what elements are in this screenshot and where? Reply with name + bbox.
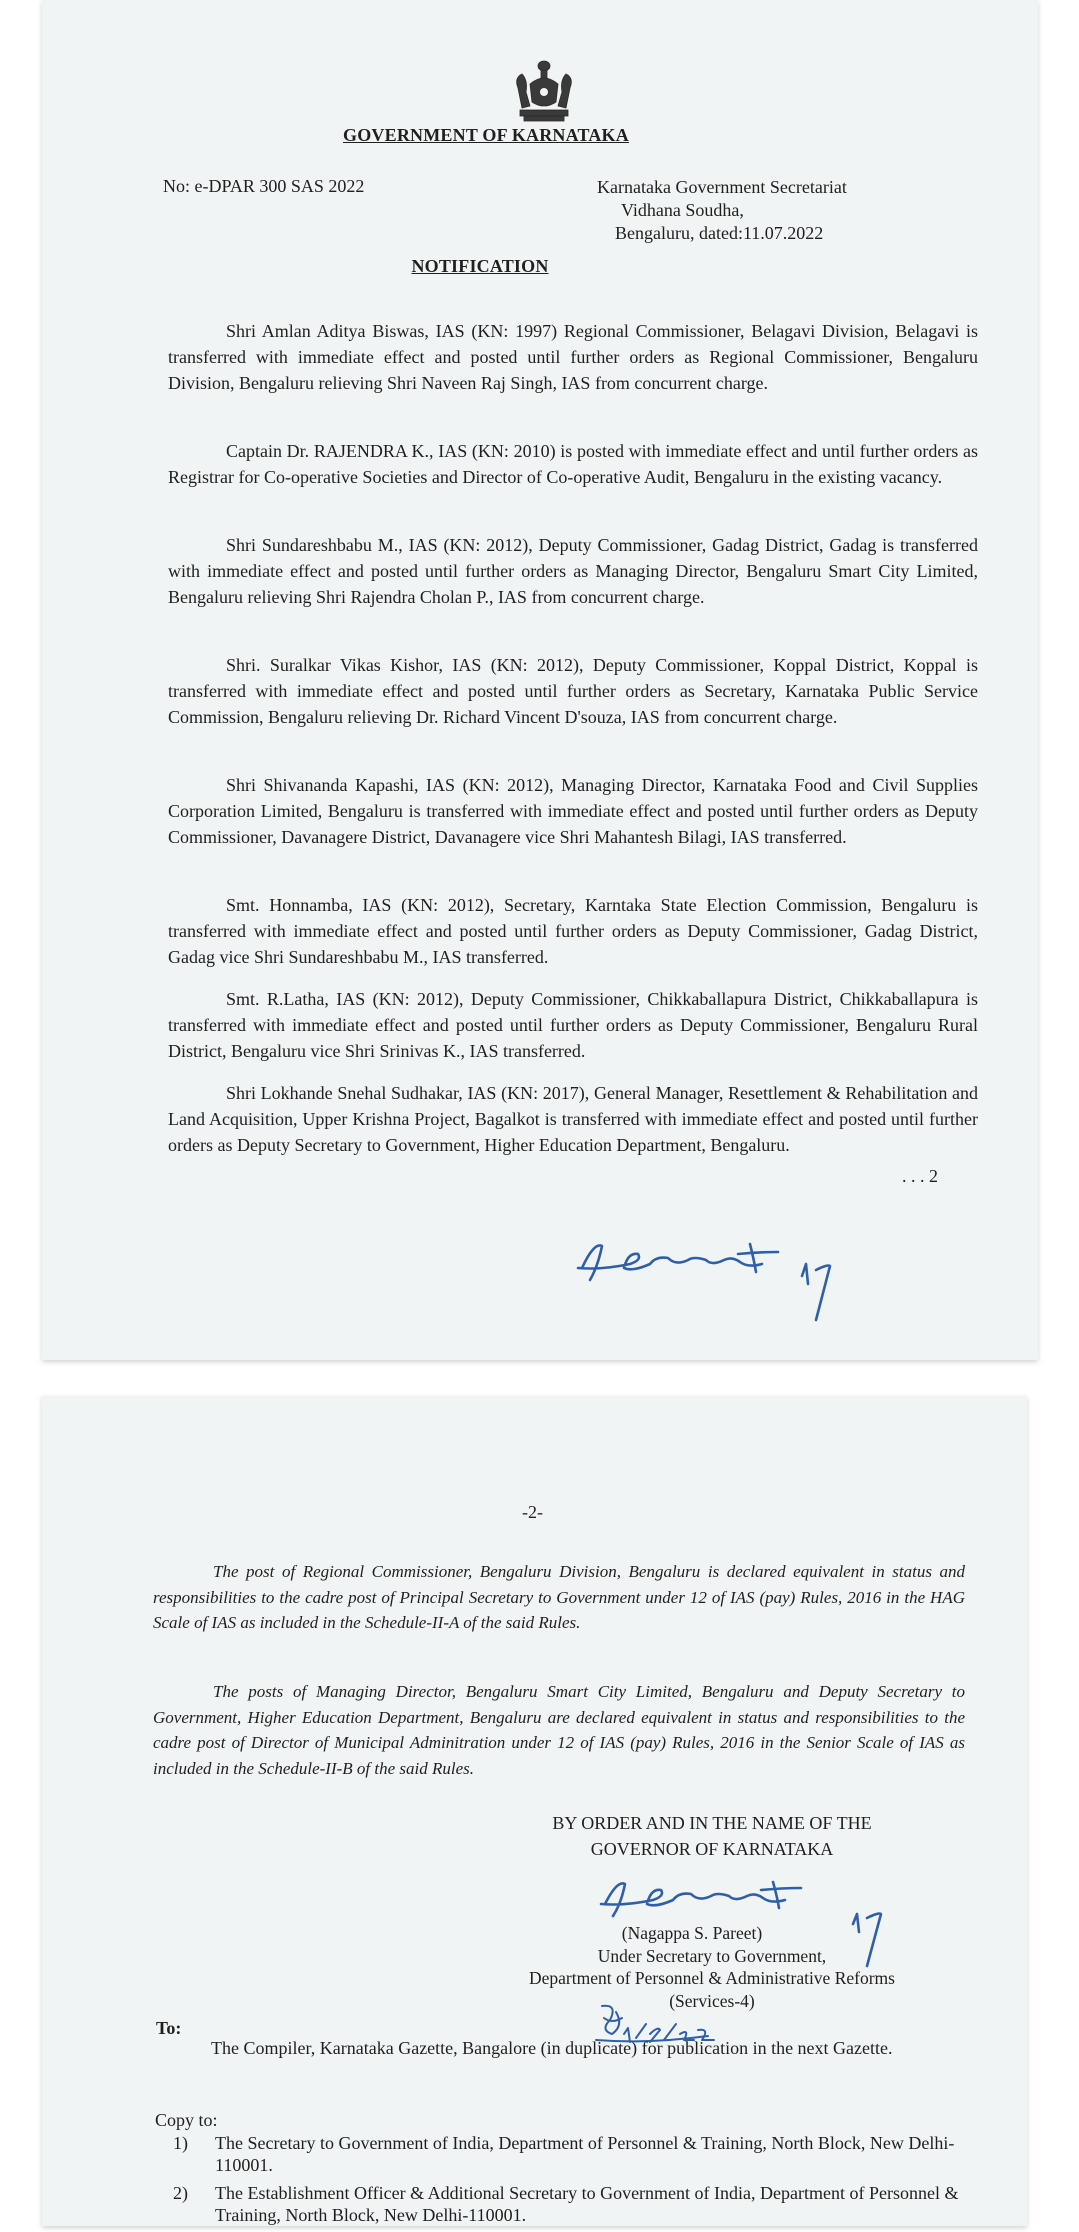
address-line: Karnataka Government Secretariat xyxy=(597,177,847,197)
continuation-marker: . . . 2 xyxy=(902,1166,938,1186)
copy-to-label: Copy to: xyxy=(155,2110,218,2130)
address-date: Bengaluru, dated:11.07.2022 xyxy=(615,223,824,243)
italic-paragraph: The posts of Managing Director, Bengaluru Smart City Limited, Bengaluru and Deputy Secretary to Government, Higher Education Department, Bengaluru are declared equivalent in status and responsibilities to the cadre post of Director of Municipal Adminitration under 12 of IAS (pay) Rules, 2016 in the Senior Scale of IAS as included in the Schedule-II-B of the said Rules. xyxy=(153,1682,965,1778)
address-line: Vidhana Soudha, xyxy=(621,200,744,220)
document-page-2 xyxy=(42,1396,1027,2226)
notification-paragraph: Captain Dr. RAJENDRA K., IAS (KN: 2010) is posted with immediate effect and until further orders as Registrar for Co-operative Societies and Director of Co-operative Audit, Bengaluru in the existing vacancy. xyxy=(168,441,978,487)
signatory-section: (Services-4) xyxy=(669,1990,755,2011)
notification-paragraph: Shri Lokhande Snehal Sudhakar, IAS (KN: 2017), General Manager, Resettlement & Rehabilitation and Land Acquisition, Upper Krishna Project, Bagalkot is transferred with immediate effect and posted until further orders as Deputy Secretary to Government, Higher Education Department, Bengaluru. xyxy=(168,1083,978,1155)
page-number: -2- xyxy=(522,1502,543,1522)
signatory-name: (Nagappa S. Pareet) xyxy=(621,1923,763,1943)
signatory-designation: Under Secretary to Government, xyxy=(597,1945,827,1966)
document-page-1 xyxy=(42,0,1038,1360)
copy-to-text: The Secretary to Government of India, Department of Personnel & Training, North Block, New Delhi-110001. xyxy=(215,2133,955,2175)
copy-to-text: The Establishment Officer & Additional Secretary to Government of India, Department of Personnel & Training, North Block, New Delhi-110001. xyxy=(215,2183,959,2225)
order-line: GOVERNOR OF KARNATAKA xyxy=(590,1839,834,1859)
to-recipient: The Compiler, Karnataka Gazette, Bangalore (in duplicate) for publication in the next Gazette. xyxy=(211,2038,893,2058)
copy-to-item xyxy=(155,2132,967,2176)
state-emblem-icon xyxy=(510,58,578,124)
notification-title: NOTIFICATION xyxy=(411,256,549,276)
office-address xyxy=(582,176,906,245)
to-label: To: xyxy=(156,2018,182,2038)
copy-to-number: 2) xyxy=(173,2183,188,2203)
order-authority xyxy=(542,1810,882,1862)
government-heading: GOVERNMENT OF KARNATAKA xyxy=(343,125,629,145)
notification-paragraph: Shri. Suralkar Vikas Kishor, IAS (KN: 2012), Deputy Commissioner, Koppal District, Koppal is transferred with immediate effect and posted until further orders as Secretary, Karnataka Public Service Commission, Bengaluru relieving Dr. Richard Vincent D'souza, IAS from concurrent charge. xyxy=(168,655,978,727)
notification-paragraph: Smt. R.Latha, IAS (KN: 2012), Deputy Commissioner, Chikkaballapura District, Chikkaballapura is transferred with immediate effect and posted until further orders as Deputy Commissioner, Bengaluru Rural District, Bengaluru vice Shri Srinivas K., IAS transferred. xyxy=(168,989,978,1061)
notification-paragraph: Smt. Honnamba, IAS (KN: 2012), Secretary, Karntaka State Election Commission, Bengaluru is transferred with immediate effect and posted until further orders as Deputy Commissioner, Gadag District, Gadag vice Shri Sundareshbabu M., IAS transferred. xyxy=(168,895,978,967)
notification-paragraph: Shri Shivananda Kapashi, IAS (KN: 2012), Managing Director, Karnataka Food and Civil Supplies Corporation Limited, Bengaluru is transferred with immediate effect and posted until further orders as Deputy Commissioner, Davanagere District, Davanagere vice Shri Mahantesh Bilagi, IAS transferred. xyxy=(168,775,978,847)
copy-to-list xyxy=(155,2132,967,2232)
order-line: BY ORDER AND IN THE NAME OF THE xyxy=(552,1813,872,1833)
order-number: No: e-DPAR 300 SAS 2022 xyxy=(163,176,365,196)
signatory-department: Department of Personnel & Administrative Reforms xyxy=(529,1968,895,1988)
signature-image xyxy=(572,1228,842,1348)
copy-to-number: 1) xyxy=(173,2133,188,2153)
notification-paragraph: Shri Sundareshbabu M., IAS (KN: 2012), Deputy Commissioner, Gadag District, Gadag is transferred with immediate effect and posted until further orders as Managing Director, Bengaluru Smart City Limited, Bengaluru relieving Shri Rajendra Cholan P., IAS from concurrent charge. xyxy=(168,535,978,607)
signatory-block xyxy=(502,1922,922,2012)
notification-paragraph: Shri Amlan Aditya Biswas, IAS (KN: 1997) Regional Commissioner, Belagavi Division, Belagavi is transferred with immediate effect and posted until further orders as Regional Commissioner, Bengaluru Division, Bengaluru relieving Shri Naveen Raj Singh, IAS from concurrent charge. xyxy=(168,321,978,393)
italic-paragraph: The post of Regional Commissioner, Bengaluru Division, Bengaluru is declared equivalent in status and responsibilities to the cadre post of Principal Secretary to Government under 12 of IAS (pay) Rules, 2016 in the HAG Scale of IAS as included in the Schedule-II-A of the said Rules. xyxy=(153,1562,965,1632)
copy-to-item xyxy=(155,2182,967,2226)
